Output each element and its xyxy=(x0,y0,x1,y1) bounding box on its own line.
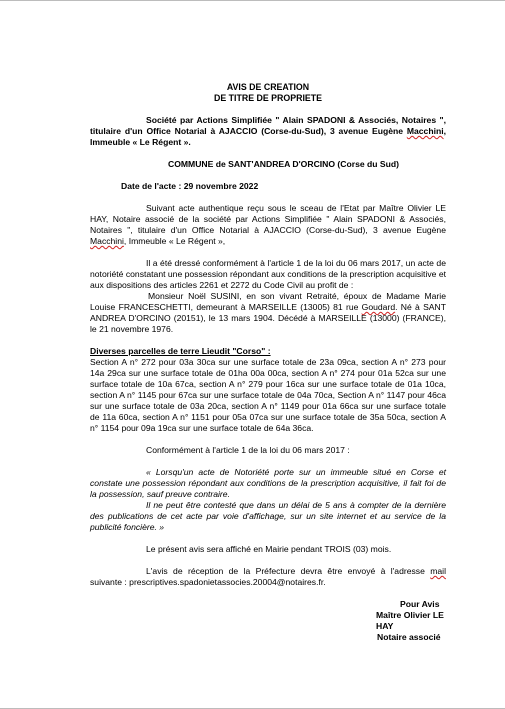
receipt-paragraph xyxy=(90,566,446,588)
beneficiary-text: Monsieur Noël SUSINI, en son vivant Retraité, époux de Madame Marie Louise FRANCESCHETTI, demeurant à MARSEILLE (13005) 81 rue xyxy=(90,291,446,312)
intro-paragraph xyxy=(90,115,446,148)
notice-document xyxy=(90,82,446,643)
intro-text: Société par Actions Simplifiée " Alain SPADONI & Associés, Notaires ", titulaire d'un Office Notarial à AJACCIO (Corse-du-Sud), 3 avenue Eugène xyxy=(90,115,446,136)
notice-title xyxy=(90,82,446,104)
act-text: Suivant acte authentique reçu sous le sceau de l'Etat par Maître Olivier LE HAY, Notaire associé de la société par Actions Simplifiée " Alain SPADONI & Associés, Notaires ", titulaire d'un Office Notarial à AJACCIO (Corse-du-Sud), 3 avenue Eugène xyxy=(90,203,446,235)
signature-notary-name: Maître Olivier LE HAY xyxy=(376,610,444,631)
authentic-act-paragraph xyxy=(90,203,446,247)
signature-block xyxy=(376,599,446,643)
page-top-border xyxy=(0,0,505,1)
act-text-end: , Immeuble « Le Régent », xyxy=(123,236,226,246)
signature-notary-title: Notaire associé xyxy=(377,632,441,642)
receipt-spelled-word: mail xyxy=(430,566,446,576)
title-line-2: DE TITRE DE PROPRIETE xyxy=(213,93,323,103)
receipt-text: L'avis de réception de la Préfecture devra être envoyé à l'adresse xyxy=(146,566,431,576)
beneficiary-text-end: . Né à SANT ANDREA D'ORCINO (20151), le 13 mars 1904. Décédé à MARSEILLE (13000) (FRANCE), le 21 novembre 1976. xyxy=(90,302,446,334)
law-quote-1: « Lorsqu'un acte de Notoriété porte sur un immeuble situé en Corse et constate une possession répondant aux conditions de la prescription acquisitive, il fait foi de la possession, sauf preuve contraire. xyxy=(90,467,446,499)
beneficiary-spelled-word: Goudard xyxy=(361,302,396,312)
receipt-text-end: suivante : prescriptives.spadonietassocies.20004@notaires.fr. xyxy=(90,577,326,587)
beneficiary-paragraph xyxy=(90,291,446,335)
title-line-1: AVIS DE CREATION xyxy=(226,82,310,92)
intro-spelled-word: Macchini xyxy=(406,126,444,136)
notoriety-paragraph: Il a été dressé conformément à l'article 1 de la loi du 06 mars 2017, un acte de notoriété constatant une possession répondant aux conditions de la prescription acquisitive et aux dispositions des articles 2261 et 2272 du Code Civil au profit de : xyxy=(90,258,446,290)
signature-for-notice: Pour Avis xyxy=(400,599,440,609)
display-notice: Le présent avis sera affiché en Mairie pendant TROIS (03) mois. xyxy=(146,544,392,554)
commune-heading: COMMUNE de SANT'ANDREA D'ORCINO (Corse du Sud) xyxy=(168,159,400,169)
act-date: Date de l'acte : 29 novembre 2022 xyxy=(121,181,259,191)
parcels-list: Section A n° 272 pour 03a 30ca sur une surface totale de 23a 09ca, section A n° 273 pour 14a 29ca sur une surface totale de 01ha 00a 00ca, section A n° 274 pour 01a 52ca sur une surface totale de 10a 67ca, section A n° 279 pour 16ca sur une surface totale de 01a 10ca, section A n° 1145 pour 67ca sur une surface totale de 04a 70ca, Section A n° 1147 pour 46ca sur une surface totale de 03a 20ca, section A n° 1149 pour 01a 66ca sur une surface totale de 11a 60ca, section A n° 1151 pour 05a 07ca sur une surface totale de 35a 50ca, section A n° 1154 pour 09a 19ca sur une surface totale de 64a 36ca. xyxy=(90,357,446,433)
law-quote-2: Il ne peut être contesté que dans un délai de 5 ans à compter de la dernière des publications de cet acte par voie d'affichage, sur un site internet et au service de la publicité foncière. » xyxy=(90,500,446,532)
act-spelled-word: Macchini xyxy=(90,236,124,246)
conformity-line: Conformément à l'article 1 de la loi du 06 mars 2017 : xyxy=(146,445,350,455)
parcels-heading: Diverses parcelles de terre Lieudit "Corso" : xyxy=(90,346,271,356)
intro-text-end: , Immeuble « Le Régent ». xyxy=(90,126,446,147)
